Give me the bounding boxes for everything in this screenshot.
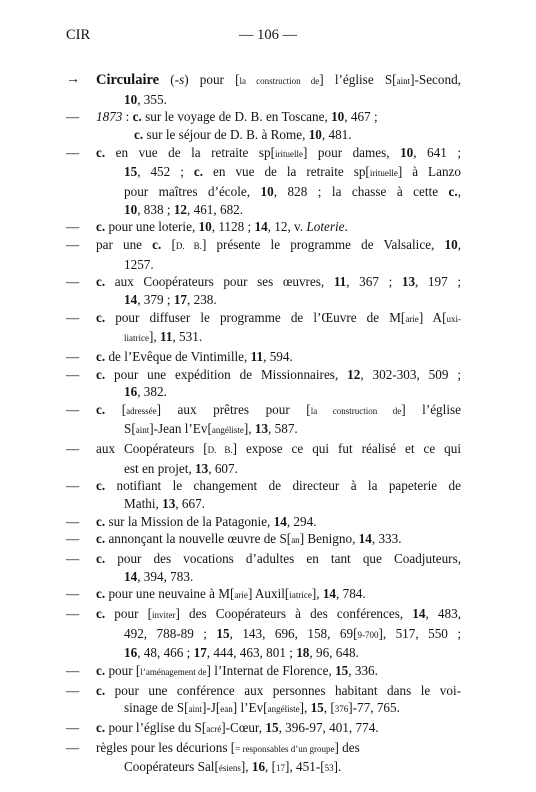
page-number: — 106 — bbox=[239, 27, 297, 43]
entry-line: c. annonçant la nouvelle œuvre de S[an] Benigno, 14, 333. bbox=[96, 531, 402, 547]
entry-dash: — bbox=[66, 366, 80, 382]
entry-line: 16, 382. bbox=[124, 384, 167, 400]
index-entries bbox=[66, 71, 461, 778]
entry-dash: — bbox=[66, 586, 80, 602]
entry-dash: — bbox=[66, 144, 80, 160]
entry-dash: — bbox=[66, 606, 80, 622]
entry-line: Circulaire (-s) pour [la construction de] l’église S[aint]-Second, bbox=[96, 72, 461, 88]
index-entry bbox=[66, 440, 461, 477]
entry-dash: — bbox=[66, 663, 80, 678]
entry-line: pour maîtres d’école, 10, 828 ; la chasse à cette c., bbox=[124, 183, 461, 199]
entry-dash: — bbox=[66, 219, 80, 235]
entry-dash: — bbox=[66, 401, 80, 417]
entry-line: S[aint]-Jean l’Ev[angéliste], 13, 587. bbox=[124, 421, 298, 437]
entry-dash: — bbox=[66, 274, 80, 290]
entry-line: 492, 788-89 ; 15, 143, 696, 158, 69[9-700], 517, 550 ; bbox=[124, 625, 461, 641]
index-entry bbox=[66, 719, 461, 739]
entry-line: Coopérateurs Sal[ésiens], 16, [17], 451-[53]. bbox=[124, 759, 342, 775]
entry-line: est en projet, 13, 607. bbox=[124, 460, 238, 476]
index-entry bbox=[66, 605, 461, 662]
index-entry bbox=[66, 273, 461, 308]
entry-dash: — bbox=[66, 513, 80, 529]
entry-line: aux Coopérateurs [D. B.] expose ce qui fut réalisé et ce qui bbox=[96, 441, 461, 457]
entry-dash: — bbox=[66, 531, 80, 547]
entry-dash: — bbox=[66, 739, 80, 755]
entry-line: 10, 355. bbox=[124, 91, 167, 107]
entry-line: par une c. [D. B.] présente le programme de Valsalice, 10, bbox=[96, 236, 461, 252]
index-entry bbox=[66, 662, 461, 682]
index-entry bbox=[66, 513, 461, 531]
entry-line: sinage de S[aint]-J[ean] l’Ev[angéliste], 15, [376]-77, 765. bbox=[124, 700, 400, 716]
index-entry bbox=[66, 108, 461, 143]
entry-line: c. sur la Mission de la Patagonie, 14, 294. bbox=[96, 513, 317, 529]
index-entry bbox=[66, 530, 461, 550]
entry-line: c. pour des vocations d’adultes en tant que Coadjuteurs, bbox=[96, 551, 461, 567]
entry-dash: — bbox=[66, 109, 80, 125]
entry-line: c. pour [l’aménagement de] l’Internat de Florence, 15, 336. bbox=[96, 663, 378, 678]
running-head: CIR bbox=[66, 27, 91, 43]
index-entry bbox=[66, 401, 461, 440]
entry-line: c. en vue de la retraite sp[irituelle] pour dames, 10, 641 ; bbox=[96, 144, 461, 160]
entry-line: c. [adressée] aux prêtres pour [la construction de] l’église bbox=[96, 401, 461, 417]
entry-line: 1257. bbox=[124, 256, 154, 272]
entry-line: c. pour une expédition de Missionnaires, 12, 302-303, 509 ; bbox=[96, 366, 461, 382]
index-entry bbox=[66, 477, 461, 512]
index-entry bbox=[66, 585, 461, 605]
index-entry bbox=[66, 348, 461, 366]
entry-dash: — bbox=[66, 719, 80, 735]
entry-line: 14, 379 ; 17, 238. bbox=[124, 291, 217, 307]
index-entry bbox=[66, 739, 461, 778]
entry-line: 1873 : c. sur le voyage de D. B. en Toscane, 10, 467 ; bbox=[96, 109, 378, 125]
entry-line: Mathi, 13, 667. bbox=[124, 496, 205, 512]
entry-line: c. pour l’église du S[acré]-Cœur, 15, 396-97, 401, 774. bbox=[96, 719, 379, 735]
entry-dash: — bbox=[66, 551, 80, 567]
entry-line: 15, 452 ; c. en vue de la retraite sp[irituelle] à Lanzo bbox=[124, 164, 461, 180]
entry-line: c. pour une loterie, 10, 1128 ; 14, 12, v. Loterie. bbox=[96, 219, 348, 235]
entry-dash: — bbox=[66, 478, 80, 494]
entry-line: 16, 48, 466 ; 17, 444, 463, 801 ; 18, 96, 648. bbox=[124, 645, 359, 661]
entry-line: c. de l’Evêque de Vintimille, 11, 594. bbox=[96, 348, 293, 364]
entry-line: c. notifiant le changement de directeur à la papeterie de bbox=[96, 478, 461, 494]
entry-line: c. sur le séjour de D. B. à Rome, 10, 481. bbox=[134, 126, 352, 142]
entry-line: c. pour diffuser le programme de l’Œuvre de M[arie] A[uxi- bbox=[96, 309, 461, 325]
entry-line: c. aux Coopérateurs pour ses œuvres, 11, 367 ; 13, 197 ; bbox=[96, 274, 461, 290]
entry-line: c. pour une conférence aux personnes habitant dans le voi- bbox=[96, 682, 461, 698]
index-entry bbox=[66, 144, 461, 219]
arrow-icon: → bbox=[66, 72, 80, 87]
entry-line: liatrice], 11, 531. bbox=[124, 329, 203, 345]
index-entry bbox=[66, 236, 461, 273]
entry-dash: — bbox=[66, 236, 80, 252]
entry-dash: — bbox=[66, 348, 80, 364]
index-entry bbox=[66, 309, 461, 348]
index-entry bbox=[66, 550, 461, 585]
index-entry bbox=[66, 366, 461, 401]
entry-line: 14, 394, 783. bbox=[124, 568, 194, 584]
index-entry bbox=[66, 682, 461, 719]
entry-line: 10, 838 ; 12, 461, 682. bbox=[124, 201, 244, 217]
index-entry bbox=[66, 71, 461, 108]
entry-line: c. pour [inviter] des Coopérateurs à des conférences, 14, 483, bbox=[96, 606, 461, 622]
entry-dash: — bbox=[66, 682, 80, 698]
entry-dash: — bbox=[66, 441, 80, 457]
entry-line: règles pour les décurions [= responsables d’un groupe] des bbox=[96, 739, 360, 755]
entry-dash: — bbox=[66, 309, 80, 325]
entry-line: c. pour une neuvaine à M[arie] Auxil[iatrice], 14, 784. bbox=[96, 586, 366, 602]
index-entry bbox=[66, 218, 461, 236]
